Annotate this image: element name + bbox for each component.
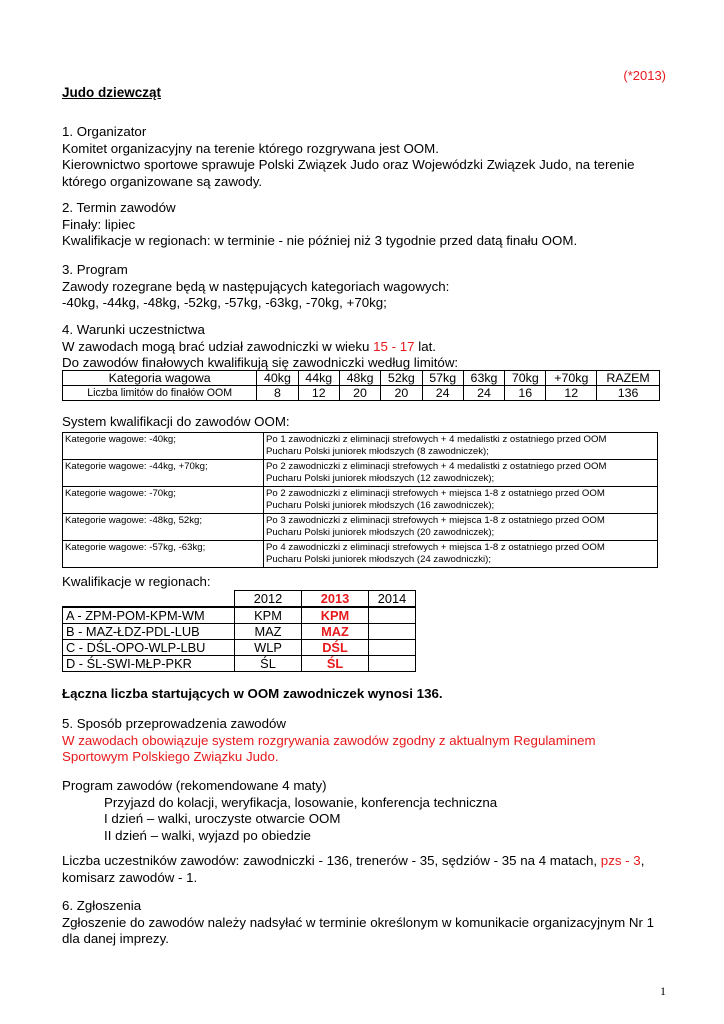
- limits-values-row: [63, 386, 660, 401]
- rule-line: Po 2 zawodniczki z eliminacji strefowych + miejsca 1-8 z ostatniego przed OOM: [266, 488, 605, 499]
- table-cell: KPM: [302, 607, 369, 624]
- section-applications: [62, 898, 654, 948]
- table-row: [63, 541, 658, 568]
- category-cell: Kategorie wagowe: -70kg;: [63, 487, 264, 514]
- table-cell: [369, 640, 416, 656]
- document-title: Judo dziewcząt: [62, 85, 162, 100]
- regions-heading: Kwalifikacje w regionach:: [62, 574, 211, 589]
- table-row: [63, 640, 416, 656]
- rule-line: Pucharu Polski juniorek młodszych (12 zawodniczek);: [266, 472, 495, 484]
- section-schedule: [62, 778, 497, 844]
- table-cell: 20: [381, 386, 422, 401]
- section-heading: 3. Program: [62, 262, 128, 277]
- year-header: 2012: [235, 591, 302, 608]
- rule-line: Po 4 zawodniczki z eliminacji strefowych + miejsca 1-8 z ostatniego przed OOM: [266, 542, 605, 553]
- table-row: [63, 487, 658, 514]
- section-organizer: [62, 124, 635, 190]
- limits-header-row: [63, 371, 660, 386]
- table-cell: [63, 591, 235, 608]
- paragraph-line: Zawody rozegrane będą w następujących kategoriach wagowych:: [62, 278, 450, 294]
- page-number: 1: [660, 984, 666, 998]
- table-cell: +70kg: [546, 371, 597, 386]
- regions-table: [62, 590, 416, 672]
- limits-table: [62, 370, 660, 401]
- participants-text: Liczba uczestników zawodów: zawodniczki - 136, trenerów - 35, sędziów - 35 na 4 matach,: [62, 853, 601, 868]
- participants-line: [62, 853, 644, 870]
- rule-line: Po 3 zawodniczki z eliminacji strefowych + miejsca 1-8 z ostatniego przed OOM: [266, 515, 605, 526]
- table-cell: [369, 656, 416, 672]
- table-cell: [369, 624, 416, 640]
- paragraph-line: Kierownictwo sportowe sprawuje Polski Związek Judo oraz Wojewódzki Związek Judo, na terenie: [62, 157, 635, 172]
- table-cell: 136: [597, 386, 660, 401]
- section-participants: [62, 853, 644, 886]
- table-cell: 24: [463, 386, 504, 401]
- qualification-system-heading: System kwalifikacji do zawodów OOM:: [62, 414, 290, 429]
- region-name: D - ŚL-SWI-MŁP-PKR: [63, 656, 235, 672]
- rule-line: Pucharu Polski juniorek młodszych (16 zawodniczek);: [266, 499, 495, 511]
- table-cell: DŚL: [302, 640, 369, 656]
- qualification-table: [62, 432, 658, 568]
- schedule-item: II dzień – walki, wyjazd po obiedzie: [104, 827, 311, 843]
- paragraph-line: Zgłoszenie do zawodów należy nadsyłać w terminie określonym w komunikacie organizacyjnym Nr 1: [62, 914, 654, 930]
- regions-header-row: [63, 591, 416, 608]
- paragraph-line: Komitet organizacyjny na terenie którego rozgrywana jest OOM.: [62, 140, 439, 156]
- category-cell: Kategorie wagowe: -57kg, -63kg;: [63, 541, 264, 568]
- table-cell: 57kg: [422, 371, 463, 386]
- table-cell: WLP: [235, 640, 302, 656]
- table-cell: ŚL: [235, 656, 302, 672]
- table-cell: Kategoria wagowa: [63, 371, 257, 386]
- table-cell: 16: [505, 386, 546, 401]
- table-cell: 63kg: [463, 371, 504, 386]
- region-name: B - MAZ-ŁDZ-PDL-LUB: [63, 624, 235, 640]
- year-tag: (*2013): [623, 68, 666, 83]
- paragraph-line: komisarz zawodów - 1.: [62, 869, 198, 885]
- table-cell: 12: [546, 386, 597, 401]
- table-cell: 24: [422, 386, 463, 401]
- participants-text-post: ,: [640, 853, 645, 868]
- paragraph-line: którego organizowane są zawody.: [62, 173, 263, 189]
- paragraph-line: dla danej imprezy.: [62, 931, 169, 946]
- rule-line: Pucharu Polski juniorek młodszych (20 zawodniczek);: [266, 526, 495, 538]
- section-heading: 1. Organizator: [62, 124, 147, 139]
- table-row: [63, 433, 658, 460]
- region-name: A - ZPM-POM-KPM-WM: [63, 607, 235, 624]
- year-header: 2014: [369, 591, 416, 608]
- year-header: 2013: [302, 591, 369, 608]
- table-cell: 48kg: [339, 371, 380, 386]
- age-range: 15 - 17: [373, 338, 415, 354]
- category-cell: Kategorie wagowe: -40kg;: [63, 433, 264, 460]
- paragraph-line: -40kg, -44kg, -48kg, -52kg, -57kg, -63kg, -70kg, +70kg;: [62, 295, 387, 310]
- table-cell: MAZ: [302, 624, 369, 640]
- paragraph-line: Kwalifikacje w regionach: w terminie - nie później niż 3 tygodnie przed datą finału OOM.: [62, 233, 578, 248]
- rule-line: Pucharu Polski juniorek młodszych (8 zawodniczek);: [266, 445, 489, 457]
- paragraph-line: Do zawodów finałowych kwalifikują się zawodniczki według limitów:: [62, 355, 459, 370]
- table-row: [63, 624, 416, 640]
- section-method: [62, 716, 596, 766]
- rule-cell: [264, 460, 658, 487]
- table-cell: [369, 607, 416, 624]
- category-cell: Kategorie wagowe: -44kg, +70kg;: [63, 460, 264, 487]
- section-date: [62, 200, 577, 250]
- table-cell: 12: [298, 386, 339, 401]
- rule-cell: [264, 541, 658, 568]
- table-cell: ŚL: [302, 656, 369, 672]
- section-heading: 6. Zgłoszenia: [62, 898, 142, 913]
- table-cell: 44kg: [298, 371, 339, 386]
- section-heading: 4. Warunki uczestnictwa: [62, 322, 205, 337]
- rule-cell: [264, 433, 658, 460]
- table-cell: 52kg: [381, 371, 422, 386]
- paragraph-line: W zawodach obowiązuje system rozgrywania zawodów zgodny z aktualnym Regulaminem: [62, 732, 596, 748]
- table-row: [63, 607, 416, 624]
- total-participants-line: Łączna liczba startujących w OOM zawodniczek wynosi 136.: [62, 686, 443, 701]
- region-name: C - DŚL-OPO-WLP-LBU: [63, 640, 235, 656]
- table-cell: KPM: [235, 607, 302, 624]
- section-program: [62, 262, 449, 312]
- rule-cell: [264, 514, 658, 541]
- pzs-count: pzs - 3: [600, 853, 641, 868]
- paragraph-line: Finały: lipiec: [62, 216, 136, 232]
- schedule-item: Przyjazd do kolacji, weryfikacja, losowanie, konferencja techniczna: [104, 794, 498, 810]
- table-cell: 8: [257, 386, 298, 401]
- table-cell: RAZEM: [597, 371, 660, 386]
- table-cell: MAZ: [235, 624, 302, 640]
- category-cell: Kategorie wagowe: -48kg, 52kg;: [63, 514, 264, 541]
- rule-line: Po 1 zawodniczki z eliminacji strefowych + 4 medalistki z ostatniego przed OOM: [266, 434, 607, 445]
- age-text-post: lat.: [414, 338, 436, 354]
- table-cell: Liczba limitów do finałów OOM: [63, 386, 257, 401]
- table-row: [63, 460, 658, 487]
- section-heading: 2. Termin zawodów: [62, 200, 176, 215]
- section-heading: 5. Sposób przeprowadzenia zawodów: [62, 716, 286, 731]
- age-line: [62, 339, 458, 356]
- table-cell: 70kg: [505, 371, 546, 386]
- age-text-pre: W zawodach mogą brać udział zawodniczki w wieku: [62, 338, 374, 354]
- section-conditions: [62, 322, 458, 372]
- section-heading: Program zawodów (rekomendowane 4 maty): [62, 778, 327, 793]
- paragraph-line: Sportowym Polskiego Związku Judo.: [62, 749, 279, 764]
- table-row: [63, 514, 658, 541]
- table-cell: 20: [339, 386, 380, 401]
- table-row: [63, 656, 416, 672]
- schedule-item: I dzień – walki, uroczyste otwarcie OOM: [104, 811, 341, 826]
- table-cell: 40kg: [257, 371, 298, 386]
- rule-line: Po 2 zawodniczki z eliminacji strefowych + 4 medalistki z ostatniego przed OOM: [266, 461, 607, 472]
- rule-cell: [264, 487, 658, 514]
- rule-line: Pucharu Polski juniorek młodszych (24 zawodniczki);: [266, 553, 492, 565]
